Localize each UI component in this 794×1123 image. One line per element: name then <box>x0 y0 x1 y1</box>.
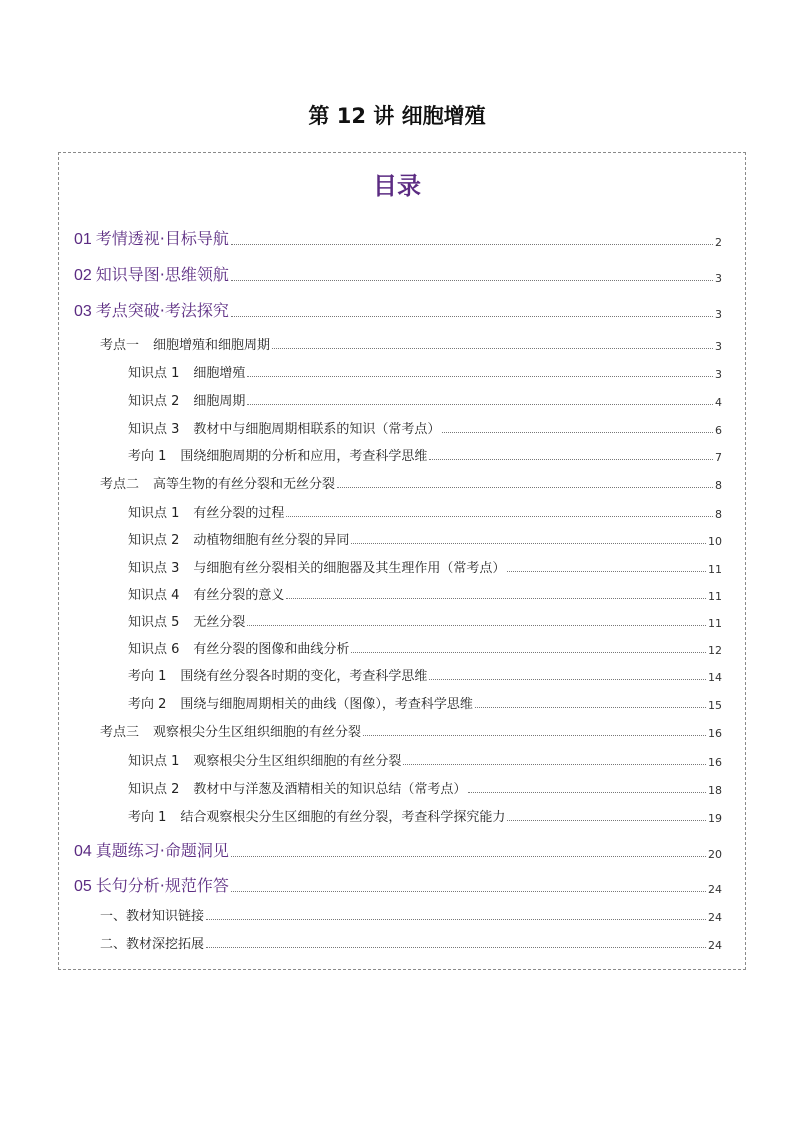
toc-entry[interactable] <box>128 584 722 603</box>
toc-dot-leader <box>507 819 706 821</box>
toc-dot-leader <box>429 678 706 680</box>
toc-entry[interactable] <box>128 693 722 712</box>
toc-entry-text: 考点突破·考法探究 <box>95 301 229 320</box>
document-title: 第 12 讲 细胞增殖 <box>308 104 486 128</box>
toc-entry-tag: 考点一 <box>100 338 140 353</box>
toc-entry[interactable] <box>128 557 722 576</box>
toc-page-number: 3 <box>715 272 722 285</box>
toc-entry[interactable] <box>128 390 722 409</box>
toc-dot-leader <box>351 542 706 544</box>
toc-page-number: 3 <box>715 368 722 381</box>
toc-entry-tag: 考向 2 <box>128 697 167 712</box>
toc-entry-text: 围绕有丝分裂各时期的变化，考查科学思维 <box>180 669 428 684</box>
toc-page-number: 3 <box>715 340 722 353</box>
toc-dot-leader <box>206 918 706 920</box>
toc-page-number: 20 <box>708 848 722 861</box>
toc-entry-number: 05 <box>74 878 92 895</box>
toc-entry-text: 与细胞有丝分裂相关的细胞器及其生理作用（常考点） <box>193 561 506 576</box>
toc-dot-leader <box>231 279 713 281</box>
toc-page-number: 16 <box>708 756 722 769</box>
toc-dot-leader <box>231 855 706 857</box>
toc-page-number: 11 <box>708 590 722 603</box>
toc-entry-text: 教材中与洋葱及酒精相关的知识总结（常考点） <box>193 782 467 797</box>
toc-entry-text: 细胞增殖 <box>193 366 246 381</box>
toc-entry-text: 观察根尖分生区组织细胞的有丝分裂 <box>153 725 362 740</box>
toc-entry-text: 细胞周期 <box>193 394 246 409</box>
toc-entry-text: 考情透视·目标导航 <box>95 229 229 248</box>
toc-entry-tag: 知识点 4 <box>128 588 180 603</box>
toc-entry[interactable] <box>128 418 722 437</box>
toc-entry-tag: 考向 1 <box>128 449 167 464</box>
toc-entry-text: 结合观察根尖分生区细胞的有丝分裂，考查科学探究能力 <box>180 810 506 825</box>
toc-entry-text: 教材中与细胞周期相联系的知识（常考点） <box>193 422 441 437</box>
toc-dot-leader <box>286 597 706 599</box>
toc-entry-tag: 考向 1 <box>128 810 167 825</box>
toc-entry-text: 细胞增殖和细胞周期 <box>153 338 271 353</box>
toc-entry-text: 围绕与细胞周期相关的曲线（图像），考查科学思维 <box>180 697 473 712</box>
toc-entry-text: 有丝分裂的意义 <box>193 588 285 603</box>
toc-entry[interactable] <box>100 905 722 924</box>
toc-entry[interactable] <box>128 638 722 657</box>
toc-entry-number: 03 <box>74 303 92 320</box>
toc-page-number: 24 <box>708 939 722 952</box>
toc-page-number: 8 <box>715 508 722 521</box>
toc-entry[interactable] <box>128 665 722 684</box>
toc-entry-tag: 知识点 1 <box>128 754 180 769</box>
toc-entry-text: 长句分析·规范作答 <box>95 876 229 895</box>
toc-entry-text: 高等生物的有丝分裂和无丝分裂 <box>153 477 336 492</box>
toc-dot-leader <box>468 791 706 793</box>
toc-entry[interactable] <box>128 778 722 797</box>
toc-entry-tag: 知识点 3 <box>128 561 180 576</box>
toc-entry-tag: 知识点 3 <box>128 422 180 437</box>
toc-dot-leader <box>247 624 706 626</box>
toc-dot-leader <box>507 570 706 572</box>
toc-entry[interactable] <box>74 262 722 285</box>
toc-page-number: 2 <box>715 236 722 249</box>
toc-entry-tag: 考点三 <box>100 725 140 740</box>
toc-entry[interactable] <box>74 873 722 896</box>
toc-entry-text: 无丝分裂 <box>193 615 246 630</box>
toc-entry-text: 观察根尖分生区组织细胞的有丝分裂 <box>193 754 402 769</box>
toc-entry-tag: 知识点 1 <box>128 366 180 381</box>
toc-entry-tag: 知识点 1 <box>128 506 180 521</box>
toc-page-number: 24 <box>708 883 722 896</box>
toc-entry-tag: 知识点 5 <box>128 615 180 630</box>
toc-entry-text: 围绕细胞周期的分析和应用，考查科学思维 <box>180 449 428 464</box>
toc-entry-tag: 知识点 2 <box>128 394 180 409</box>
toc-page-number: 15 <box>708 699 722 712</box>
toc-dot-leader <box>286 515 713 517</box>
toc-page-number: 14 <box>708 671 722 684</box>
toc-entry-tag: 考点二 <box>100 477 140 492</box>
toc-dot-leader <box>442 431 713 433</box>
toc-page-number: 10 <box>708 535 722 548</box>
toc-dot-leader <box>351 651 706 653</box>
toc-page-number: 11 <box>708 617 722 630</box>
toc-dot-leader <box>403 763 706 765</box>
toc-entry[interactable] <box>128 529 722 548</box>
toc-entry-text: 知识导图·思维领航 <box>95 265 229 284</box>
toc-dot-leader <box>272 347 713 349</box>
toc-entry[interactable] <box>74 298 722 321</box>
toc-entry[interactable] <box>100 933 722 952</box>
toc-page-number: 8 <box>715 479 722 492</box>
toc-dot-leader <box>247 375 713 377</box>
toc-dot-leader <box>247 403 713 405</box>
toc-entry[interactable] <box>128 806 722 825</box>
toc-entry-text: 有丝分裂的图像和曲线分析 <box>193 642 350 657</box>
toc-entry[interactable] <box>128 750 722 769</box>
toc-dot-leader <box>231 890 706 892</box>
toc-page-number: 12 <box>708 644 722 657</box>
toc-entry-tag: 知识点 2 <box>128 782 180 797</box>
toc-entry-number: 02 <box>74 267 92 284</box>
toc-entry[interactable] <box>100 473 722 492</box>
toc-entry-number: 04 <box>74 843 92 860</box>
toc-entry[interactable] <box>74 838 722 861</box>
toc-entry[interactable] <box>100 334 722 353</box>
toc-entry-tag: 知识点 2 <box>128 533 180 548</box>
toc-entry[interactable] <box>128 611 722 630</box>
toc-page-number: 11 <box>708 563 722 576</box>
toc-page-number: 4 <box>715 396 722 409</box>
toc-entry[interactable] <box>128 502 722 521</box>
toc-page-number: 19 <box>708 812 722 825</box>
toc-page-number: 6 <box>715 424 722 437</box>
toc-dot-leader <box>475 706 706 708</box>
toc-heading: 目录 <box>373 172 421 200</box>
toc-page-number: 7 <box>715 451 722 464</box>
toc-entry[interactable] <box>128 362 722 381</box>
toc-entry-text: 真题练习·命题洞见 <box>95 841 229 860</box>
toc-dot-leader <box>337 486 713 488</box>
toc-page-number: 3 <box>715 308 722 321</box>
toc-entry-text: 一、教材知识链接 <box>100 909 205 924</box>
toc-entry-tag: 知识点 6 <box>128 642 180 657</box>
toc-dot-leader <box>429 458 713 460</box>
toc-entry[interactable] <box>74 226 722 249</box>
toc-entry-number: 01 <box>74 231 92 248</box>
toc-page-number: 18 <box>708 784 722 797</box>
toc-page-number: 16 <box>708 727 722 740</box>
toc-dot-leader <box>231 243 713 245</box>
toc-entry[interactable] <box>100 721 722 740</box>
toc-entry-text: 动植物细胞有丝分裂的异同 <box>193 533 350 548</box>
toc-dot-leader <box>206 946 706 948</box>
toc-entry-text: 有丝分裂的过程 <box>193 506 285 521</box>
toc-entry-tag: 考向 1 <box>128 669 167 684</box>
toc-entry-text: 二、教材深挖拓展 <box>100 937 205 952</box>
toc-entry[interactable] <box>128 445 722 464</box>
toc-page-number: 24 <box>708 911 722 924</box>
toc-dot-leader <box>231 315 713 317</box>
toc-dot-leader <box>363 734 706 736</box>
